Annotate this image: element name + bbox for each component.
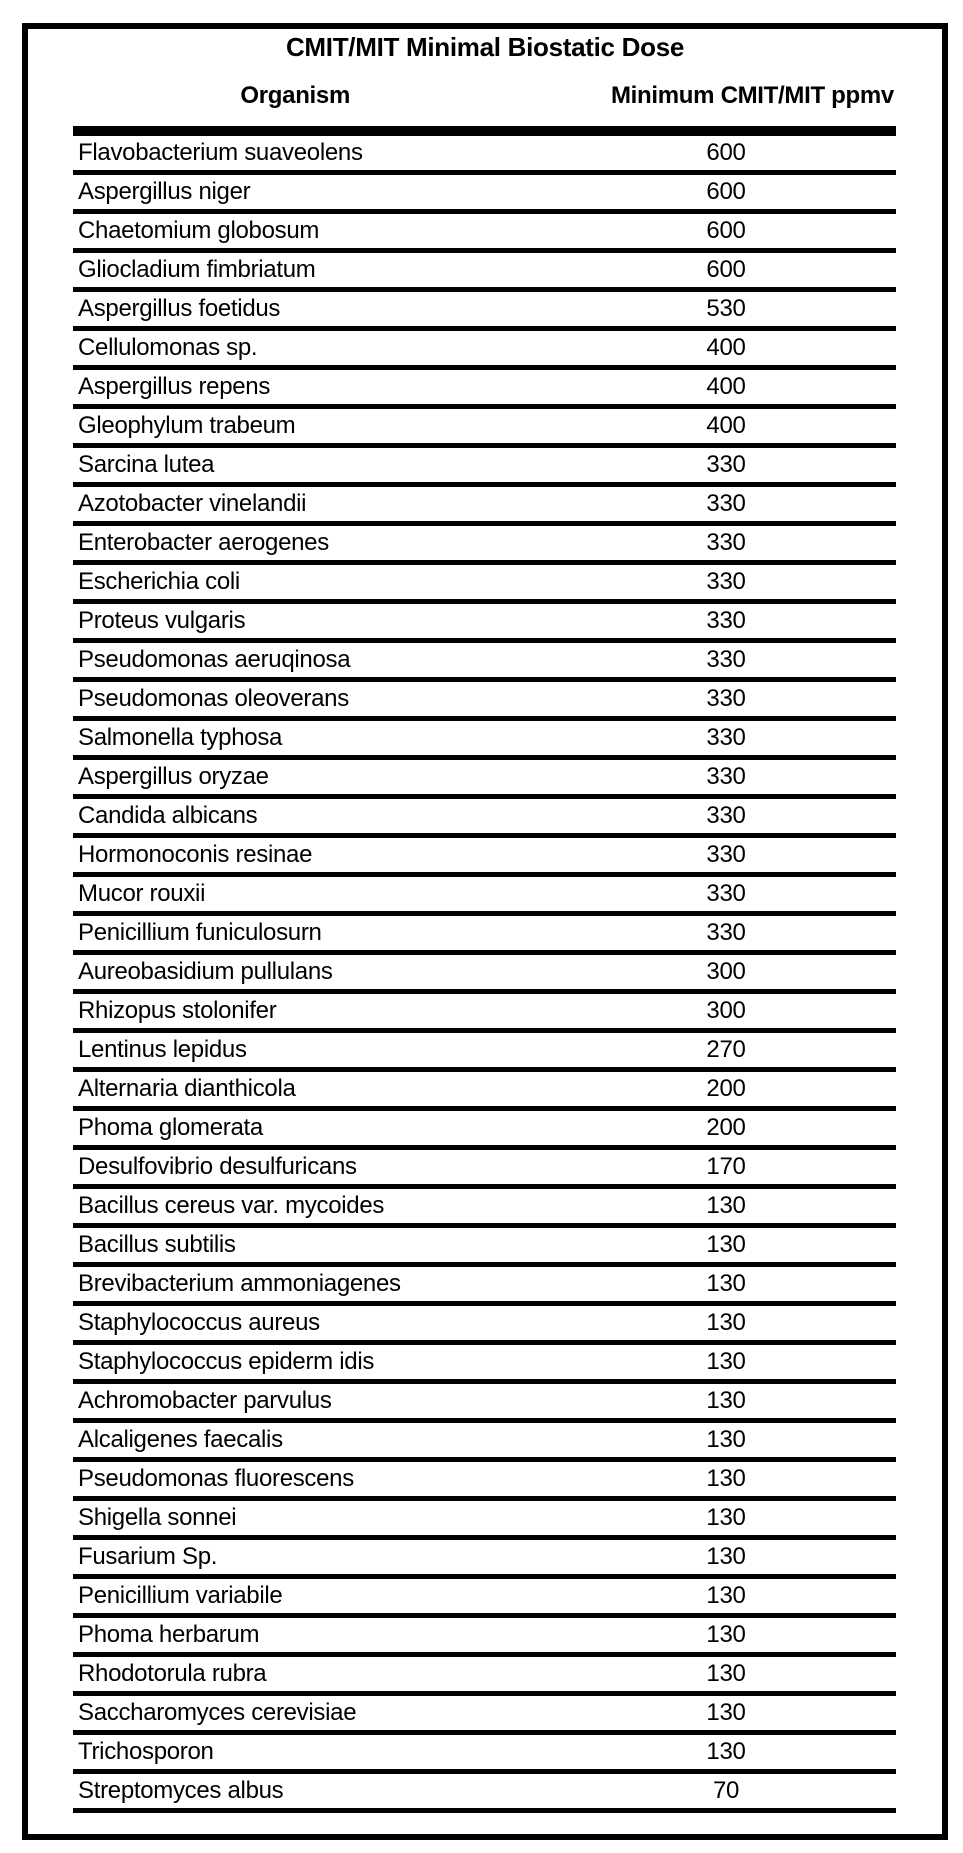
table-row: [73, 526, 896, 565]
dose-cell: 200: [706, 1075, 746, 1102]
dose-cell: 130: [706, 1738, 746, 1765]
organism-cell: Penicillium funiculosurn: [78, 919, 322, 946]
organism-cell: Candida albicans: [78, 802, 258, 829]
table-row: [73, 877, 896, 916]
organism-cell: Aspergillus niger: [78, 178, 251, 205]
dose-cell: 400: [706, 373, 746, 400]
organism-cell: Azotobacter vinelandii: [78, 490, 307, 517]
table-row: [73, 1384, 896, 1423]
organism-cell: Proteus vulgaris: [78, 607, 246, 634]
table-row: [73, 253, 896, 292]
dose-cell: 130: [706, 1699, 746, 1726]
organism-cell: Trichosporon: [78, 1738, 214, 1765]
table-row: [73, 565, 896, 604]
organism-cell: Shigella sonnei: [78, 1504, 237, 1531]
organism-cell: Chaetomium globosum: [78, 217, 320, 244]
organism-cell: Rhodotorula rubra: [78, 1660, 267, 1687]
organism-cell: Pseudomonas fluorescens: [78, 1465, 354, 1492]
organism-cell: Phoma herbarum: [78, 1621, 260, 1648]
organism-cell: Gliocladium fimbriatum: [78, 256, 316, 283]
dose-cell: 330: [706, 529, 746, 556]
table-row: [73, 292, 896, 331]
table-row: [73, 1306, 896, 1345]
table-row: [73, 331, 896, 370]
organism-cell: Escherichia coli: [78, 568, 240, 595]
organism-cell: Salmonella typhosa: [78, 724, 283, 751]
column-header-organism: Organism: [240, 82, 351, 109]
dose-cell: 200: [706, 1114, 746, 1141]
organism-cell: Alternaria dianthicola: [78, 1075, 296, 1102]
dose-cell: 530: [706, 295, 746, 322]
table-row: [73, 760, 896, 799]
dose-cell: 400: [706, 334, 746, 361]
dose-cell: 130: [706, 1270, 746, 1297]
dose-cell: 330: [706, 490, 746, 517]
table-row: [73, 1423, 896, 1462]
organism-cell: Aureobasidium pullulans: [78, 958, 333, 985]
dose-cell: 330: [706, 607, 746, 634]
table-row: [73, 1228, 896, 1267]
dose-cell: 270: [706, 1036, 746, 1063]
dose-cell: 600: [706, 256, 746, 283]
table-row: [73, 604, 896, 643]
organism-cell: Pseudomonas oleoverans: [78, 685, 349, 712]
organism-cell: Achromobacter parvulus: [78, 1387, 332, 1414]
organism-cell: Rhizopus stolonifer: [78, 997, 277, 1024]
table-row: [73, 370, 896, 409]
organism-cell: Gleophylum trabeum: [78, 412, 296, 439]
dose-cell: 130: [706, 1192, 746, 1219]
table-row: [73, 1657, 896, 1696]
dose-cell: 330: [706, 841, 746, 868]
table-row: [73, 1111, 896, 1150]
dose-cell: 300: [706, 997, 746, 1024]
organism-cell: Saccharomyces cerevisiae: [78, 1699, 357, 1726]
table-row: [73, 1033, 896, 1072]
dose-cell: 130: [706, 1582, 746, 1609]
dose-cell: 330: [706, 568, 746, 595]
table-row: [73, 1267, 896, 1306]
table-row: [73, 1579, 896, 1618]
table-row: [73, 1150, 896, 1189]
table-row: [73, 721, 896, 760]
table-row: [73, 955, 896, 994]
dose-cell: 130: [706, 1504, 746, 1531]
dose-cell: 330: [706, 451, 746, 478]
table-row: [73, 1540, 896, 1579]
dose-cell: 600: [706, 139, 746, 166]
dose-cell: 330: [706, 685, 746, 712]
organism-cell: Brevibacterium ammoniagenes: [78, 1270, 401, 1297]
table-header-row: [73, 82, 896, 110]
dose-cell: 170: [706, 1153, 746, 1180]
organism-cell: Sarcina lutea: [78, 451, 215, 478]
column-header-dose: Minimum CMIT/MIT ppmv: [610, 82, 894, 109]
organism-cell: Bacillus subtilis: [78, 1231, 236, 1258]
table-row: [73, 214, 896, 253]
table-row: [73, 136, 896, 175]
table-body: [73, 136, 896, 1813]
dose-cell: 130: [706, 1621, 746, 1648]
dose-cell: 330: [706, 919, 746, 946]
organism-cell: Aspergillus repens: [78, 373, 271, 400]
dose-cell: 600: [706, 217, 746, 244]
table-row: [73, 994, 896, 1033]
dose-cell: 300: [706, 958, 746, 985]
table-row: [73, 1735, 896, 1774]
dose-cell: 130: [706, 1543, 746, 1570]
table-row: [73, 1345, 896, 1384]
table-row: [73, 1189, 896, 1228]
table-row: [73, 175, 896, 214]
organism-cell: Phoma glomerata: [78, 1114, 263, 1141]
table-row: [73, 1696, 896, 1735]
table-row: [73, 682, 896, 721]
dose-cell: 330: [706, 802, 746, 829]
organism-cell: Bacillus cereus var. mycoides: [78, 1192, 385, 1219]
organism-cell: Cellulomonas sp.: [78, 334, 258, 361]
table-row: [73, 916, 896, 955]
dose-cell: 130: [706, 1309, 746, 1336]
header-rule: [73, 126, 896, 136]
table-row: [73, 409, 896, 448]
dose-cell: 330: [706, 880, 746, 907]
table-row: [73, 1462, 896, 1501]
table-title: CMIT/MIT Minimal Biostatic Dose: [285, 32, 685, 62]
table-row: [73, 838, 896, 877]
table-row: [73, 487, 896, 526]
organism-cell: Flavobacterium suaveolens: [78, 139, 363, 166]
organism-cell: Lentinus lepidus: [78, 1036, 247, 1063]
dose-cell: 130: [706, 1465, 746, 1492]
dose-cell: 400: [706, 412, 746, 439]
dose-cell: 70: [712, 1777, 740, 1804]
dose-cell: 600: [706, 178, 746, 205]
table-row: [73, 1072, 896, 1111]
table-content: [73, 82, 896, 1813]
table-frame: [22, 23, 948, 1840]
table-row: [73, 799, 896, 838]
table-row: [73, 448, 896, 487]
dose-cell: 330: [706, 646, 746, 673]
organism-cell: Alcaligenes faecalis: [78, 1426, 283, 1453]
organism-cell: Staphylococcus aureus: [78, 1309, 320, 1336]
dose-cell: 130: [706, 1231, 746, 1258]
organism-cell: Hormonoconis resinae: [78, 841, 313, 868]
table-row: [73, 1618, 896, 1657]
dose-cell: 330: [706, 724, 746, 751]
dose-cell: 130: [706, 1348, 746, 1375]
organism-cell: Desulfovibrio desulfuricans: [78, 1153, 357, 1180]
organism-cell: Pseudomonas aeruqinosa: [78, 646, 351, 673]
organism-cell: Mucor rouxii: [78, 880, 206, 907]
dose-cell: 130: [706, 1426, 746, 1453]
table-row: [73, 1774, 896, 1813]
organism-cell: Penicillium variabile: [78, 1582, 283, 1609]
organism-cell: Enterobacter aerogenes: [78, 529, 329, 556]
organism-cell: Streptomyces albus: [78, 1777, 284, 1804]
dose-cell: 330: [706, 763, 746, 790]
organism-cell: Fusarium Sp.: [78, 1543, 218, 1570]
organism-cell: Staphylococcus epiderm idis: [78, 1348, 375, 1375]
table-row: [73, 643, 896, 682]
organism-cell: Aspergillus foetidus: [78, 295, 281, 322]
dose-cell: 130: [706, 1660, 746, 1687]
organism-cell: Aspergillus oryzae: [78, 763, 269, 790]
dose-cell: 130: [706, 1387, 746, 1414]
table-row: [73, 1501, 896, 1540]
